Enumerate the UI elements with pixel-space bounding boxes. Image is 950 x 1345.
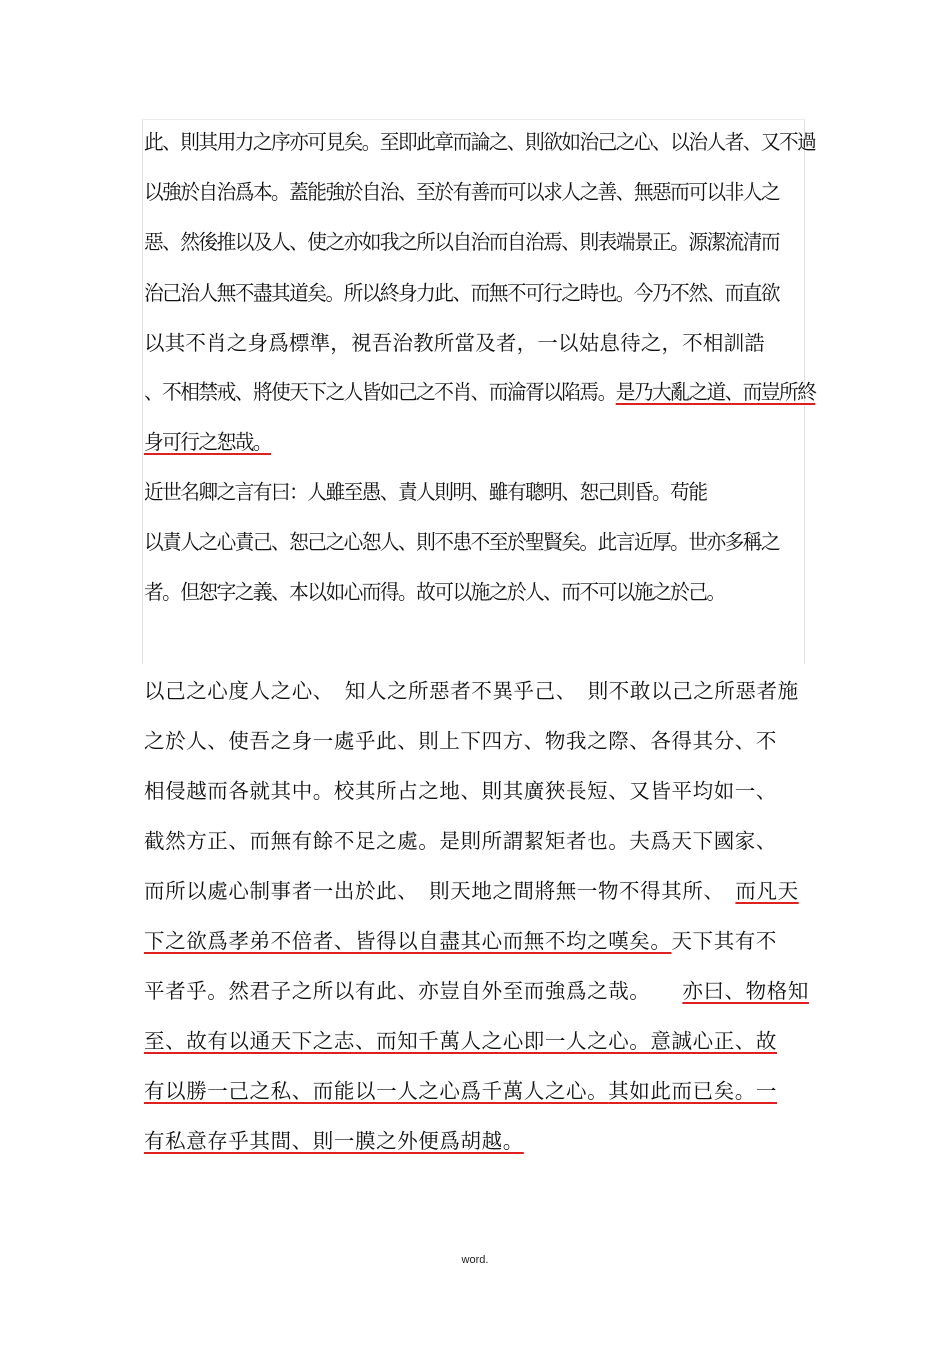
body-text-line bbox=[144, 1128, 524, 1154]
text-run: 者。但恕字之義、本以如心而得。故可以施之於人、而不可以施之於己。 bbox=[144, 580, 725, 604]
text-run: 天下其有不 bbox=[671, 929, 777, 953]
text-run: 相侵越而各就其中。校其所占之地、則其廣狹長短、又皆平均如一、 bbox=[144, 779, 777, 803]
body-text-line bbox=[144, 678, 799, 704]
boxed-text-line bbox=[144, 229, 779, 255]
text-run: 以其不肖之身爲標準，視吾治教所當及者，一以姑息待之，不相訓誥 bbox=[144, 331, 765, 355]
boxed-text-line bbox=[144, 129, 815, 155]
underlined-text-run: 至、故有以通天下之志、而知千萬人之心即一人之心。 bbox=[144, 1029, 651, 1053]
text-run: 而所以處心制事者一出於此、 則天地之間將無一物不得其所、 bbox=[144, 879, 736, 903]
body-text-line bbox=[144, 928, 777, 954]
underlined-text-run: 下之欲爲孝弟不倍者、皆得以自盡其心而無不均之嘆矣。 bbox=[144, 929, 672, 953]
underlined-text-run: 是乃大亂之道、而豈所終 bbox=[615, 380, 816, 404]
text-run: 此、則其用力之序亦可見矣。至即此章而論之、則欲如治己之心、以治人者、又不過 bbox=[144, 130, 816, 154]
text-run: 之於人、使吾之身一處乎此、則上下四方、物我之際、各得其分、不 bbox=[144, 729, 777, 753]
text-run: 、不相禁戒、將使天下之人皆如己之不肖、而淪胥以陷焉。 bbox=[144, 380, 616, 404]
body-text-line bbox=[144, 978, 809, 1004]
underlined-text-run: 有私意存乎其間、則一膜之外便爲胡越。 bbox=[144, 1129, 524, 1153]
underlined-text-run: 亦曰、物格知 bbox=[682, 979, 809, 1003]
underlined-text-run: 而凡天 bbox=[735, 879, 799, 903]
text-run: 以己之心度人之心、 知人之所惡者不異乎己、 則不敢以己之所惡者施 bbox=[144, 679, 799, 703]
boxed-text-line bbox=[144, 429, 271, 455]
boxed-text-line bbox=[144, 379, 815, 405]
underlined-text-run: 身可行之恕哉。 bbox=[144, 430, 272, 454]
underlined-text-run: 其如此而已矣。一 bbox=[608, 1079, 778, 1103]
text-run: 惡、然後推以及人、使之亦如我之所以自治而自治焉、則表端景正。源潔流清而 bbox=[144, 230, 780, 254]
boxed-text-line bbox=[144, 179, 779, 205]
boxed-text-line bbox=[144, 479, 706, 505]
body-text-line bbox=[144, 1028, 777, 1054]
body-text-line bbox=[144, 878, 799, 904]
body-text-line bbox=[144, 1078, 777, 1104]
body-text-line bbox=[144, 728, 777, 754]
boxed-text-line bbox=[144, 280, 779, 306]
body-text-line bbox=[144, 828, 777, 854]
page-footer: word. bbox=[461, 1254, 489, 1266]
underlined-text-run: 意誠心正、故 bbox=[650, 1029, 778, 1053]
text-run: 近世名卿之言有曰：人雖至愚、責人則明、雖有聰明、恕己則昏。苟能 bbox=[144, 480, 707, 504]
boxed-text-line bbox=[144, 529, 779, 555]
text-run: 以責人之心責己、恕己之心恕人、則不患不至於聖賢矣。此言近厚。世亦多稱之 bbox=[144, 530, 780, 554]
text-run: 截然方正、而無有餘不足之處。是則所謂絜矩者也。夫爲天下國家、 bbox=[144, 829, 777, 853]
body-text-line bbox=[144, 778, 777, 804]
text-run: 治己治人無不盡其道矣。所以終身力此、而無不可行之時也。今乃不然、而直欲 bbox=[144, 281, 780, 305]
text-run: 以強於自治爲本。蓋能強於自治、至於有善而可以求人之善、無惡而可以非人之 bbox=[144, 180, 780, 204]
underlined-text-run: 有以勝一己之私、而能以一人之心爲千萬人之心。 bbox=[144, 1079, 609, 1103]
text-run: 平者乎。然君子之所以有此、亦豈自外至而強爲之哉。 bbox=[144, 979, 683, 1003]
boxed-text-line bbox=[144, 579, 725, 605]
boxed-text-line bbox=[144, 330, 765, 356]
